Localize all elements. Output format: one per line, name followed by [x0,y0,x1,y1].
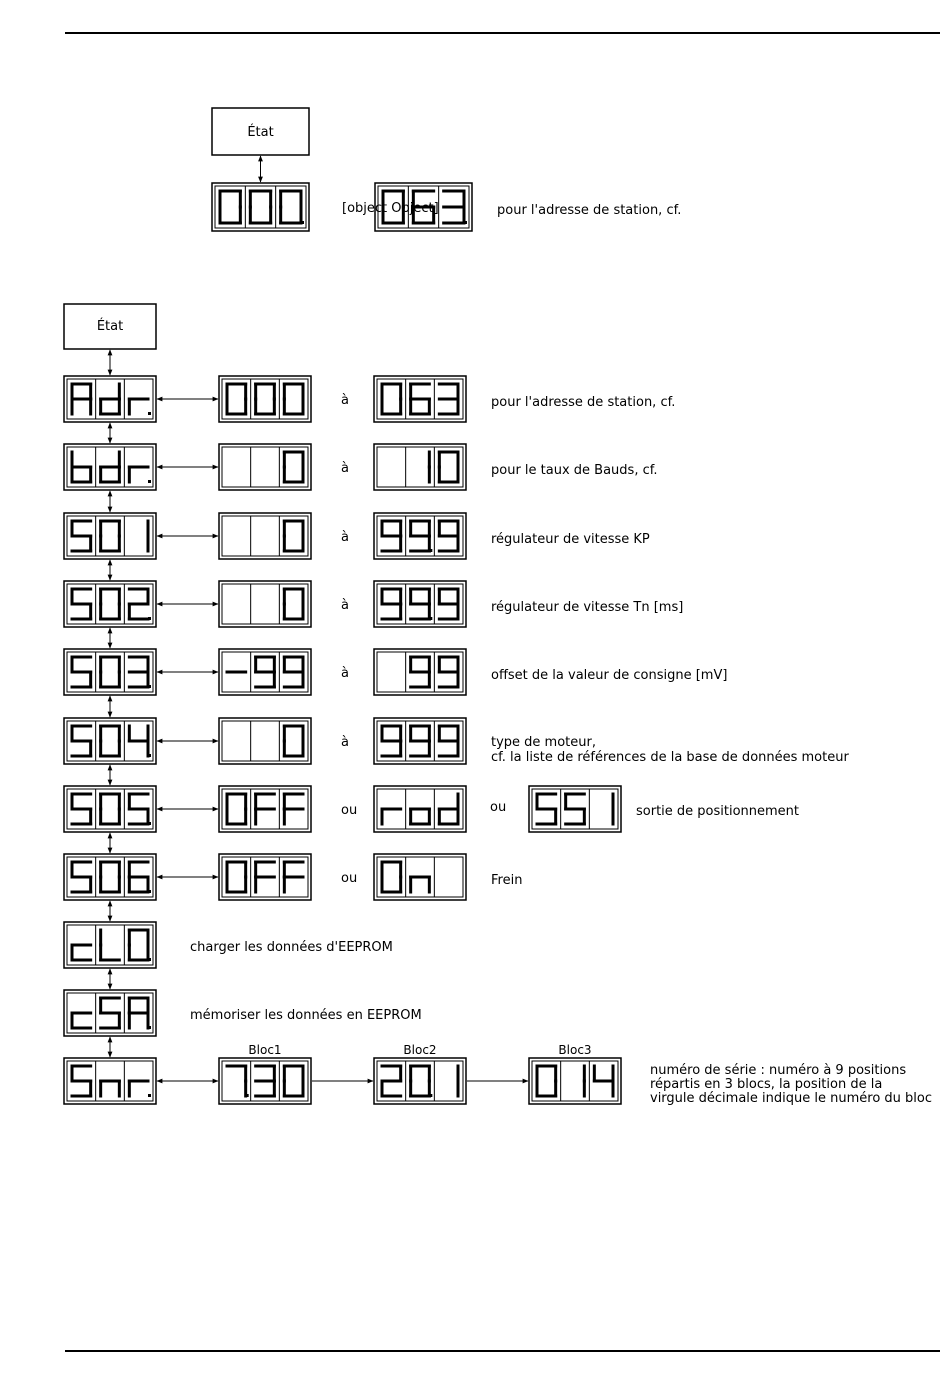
segment-digit [101,726,120,756]
row-description-10-2: virgule décimale indique le numéro du bloc [650,1091,932,1106]
segment-digit [129,589,148,619]
segment-digit [284,657,303,687]
segment-digit [220,191,240,223]
code-display-0 [64,376,156,422]
top-to-word: [object Object] [342,201,439,216]
segment-digit [439,452,458,482]
segment-digit [413,191,433,223]
segment-digit [382,1066,401,1096]
segment-digit [256,1066,275,1096]
segment-digit [101,657,120,687]
separator-word-3: à [341,598,349,613]
segment-digit [129,998,148,1028]
decimal-point [148,958,151,961]
segment-digit [439,726,458,756]
segment-digit [72,657,91,687]
row-description-4-0: offset de la valeur de consigne [mV] [491,668,728,683]
row-description-0-0: pour l'adresse de station, cf. [491,395,676,410]
value-display-from-2 [219,513,311,559]
row-description-6-0: sortie de positionnement [636,804,800,819]
code-display-8 [64,922,156,968]
decimal-point [301,221,304,224]
row-description-9-0: mémoriser les données en EEPROM [190,1008,422,1023]
segment-digit [444,191,464,223]
value-display-from-7 [219,854,311,900]
serial-block-label-0: Bloc1 [248,1043,282,1057]
row-description-3-0: régulateur de vitesse Tn [ms] [491,600,684,615]
row-description-10-0: numéro de série : numéro à 9 positions [650,1063,907,1078]
segment-digit [72,726,91,756]
decimal-point [148,1026,151,1029]
segment-digit [439,657,458,687]
value-display-from-4 [219,649,311,695]
row-description-10-1: répartis en 3 blocs, la position de la [650,1077,883,1092]
segment-digit [72,862,91,892]
separator-word-1: à [341,461,349,476]
code-display-9 [64,990,156,1036]
decimal-point [429,1094,432,1097]
segment-digit [72,1066,91,1096]
segment-digit [72,452,91,482]
segment-digit [101,794,120,824]
code-display-1 [64,444,156,490]
separator-word-2: à [341,530,349,545]
segment-digit [439,794,458,824]
segment-digit [101,930,120,960]
segment-digit [594,1066,613,1096]
state-label-top: État [247,125,274,140]
decimal-point [148,1094,151,1097]
segment-digit [284,521,303,551]
segment-digit [101,862,120,892]
segment-digit [72,384,91,414]
segment-digit [284,726,303,756]
segment-digit [411,521,430,551]
decimal-point [246,1094,249,1097]
value-display-from-1 [219,444,311,490]
segment-digit [382,726,401,756]
value-display-from-6 [219,786,311,832]
segment-digit [382,384,401,414]
segment-digit [101,998,120,1028]
value-display-to-0 [374,376,466,422]
segment-digit [284,589,303,619]
segment-digit [129,1081,148,1096]
segment-digit [129,726,148,756]
separator2-word-6: ou [490,800,507,815]
serial-block-display-2 [529,1058,621,1104]
segment-digit [382,589,401,619]
segment-digit [72,589,91,619]
code-display-6 [64,786,156,832]
segment-digit [284,384,303,414]
segment-digit [411,384,430,414]
separator-word-0: à [341,393,349,408]
code-display-3 [64,581,156,627]
row-description-8-0: charger les données d'EEPROM [190,940,393,955]
value-display-from-0 [219,376,311,422]
serial-block-label-1: Bloc2 [403,1043,437,1057]
value-display-to-7 [374,854,466,900]
segment-digit [129,794,148,824]
segment-digit [537,794,556,824]
segment-digit [256,794,275,824]
segment-digit [72,945,91,960]
segment-digit [411,726,430,756]
segment-digit [284,452,303,482]
value-display-to-3 [374,581,466,627]
value-display-to-1 [374,444,466,490]
segment-digit [411,1066,430,1096]
segment-digit [72,794,91,824]
segment-digit [250,191,270,223]
segment-digit [101,384,120,414]
serial-block-display-1 [374,1058,466,1104]
value-display-to-5 [374,718,466,764]
segment-digit [256,384,275,414]
decimal-point [148,480,151,483]
segment-digit [101,452,120,482]
segment-digit [101,1081,120,1096]
segment-digit [129,657,148,687]
decimal-point [464,221,467,224]
segment-digit [411,809,430,824]
code-display-2 [64,513,156,559]
decimal-point [148,822,151,825]
segment-digit [284,794,303,824]
row-description-2-0: régulateur de vitesse KP [491,532,650,547]
separator-word-5: à [341,735,349,750]
decimal-point [148,617,151,620]
segment-digit [256,657,275,687]
segment-digit [439,384,458,414]
segment-digit [281,191,301,223]
segment-digit [101,589,120,619]
segment-digit [382,521,401,551]
row-description-5-1: cf. la liste de références de la base de données moteur [491,750,849,765]
segment-digit [129,467,148,482]
value-display-from-5 [219,718,311,764]
segment-digit [227,794,246,824]
segment-digit [72,521,91,551]
segment-digit [227,862,246,892]
top-description: pour l'adresse de station, cf. [497,203,682,218]
segment-digit [101,521,120,551]
segment-digit [439,521,458,551]
state-label-main: État [96,319,124,334]
segment-digit [72,1013,91,1028]
segment-digit [284,1066,303,1096]
row-description-1-0: pour le taux de Bauds, cf. [491,463,658,478]
segment-digit [129,862,148,892]
decimal-point [148,412,151,415]
separator-word-6: ou [341,803,358,818]
segment-digit [566,794,585,824]
code-display-10 [64,1058,156,1104]
segment-digit [256,862,275,892]
row-description-7-0: Frein [491,873,523,888]
separator-word-7: ou [341,871,358,886]
segment-digit [227,384,246,414]
segment-digit [411,657,430,687]
code-display-5 [64,718,156,764]
segment-digit [411,589,430,619]
decimal-point [429,549,432,552]
top-display-from [212,183,309,231]
serial-block-label-2: Bloc3 [558,1043,592,1057]
decimal-point [148,754,151,757]
decimal-point [429,617,432,620]
segment-digit [439,589,458,619]
value-display-to-2 [374,513,466,559]
value-display-to-4 [374,649,466,695]
segment-digit [382,862,401,892]
row-description-5-0: type de moteur, [491,735,596,750]
segment-digit [227,1066,246,1096]
value-display-from-3 [219,581,311,627]
segment-digit [411,877,430,892]
segment-digit [129,930,148,960]
separator-word-4: à [341,666,349,681]
segment-digit [284,862,303,892]
decimal-point [148,890,151,893]
code-display-4 [64,649,156,695]
serial-block-display-0 [219,1058,311,1104]
value-display-to-6 [374,786,466,832]
decimal-point [148,685,151,688]
code-display-7 [64,854,156,900]
value-display-extra-6 [529,786,621,832]
segment-digit [129,399,148,414]
segment-digit [537,1066,556,1096]
segment-digit [382,809,401,824]
